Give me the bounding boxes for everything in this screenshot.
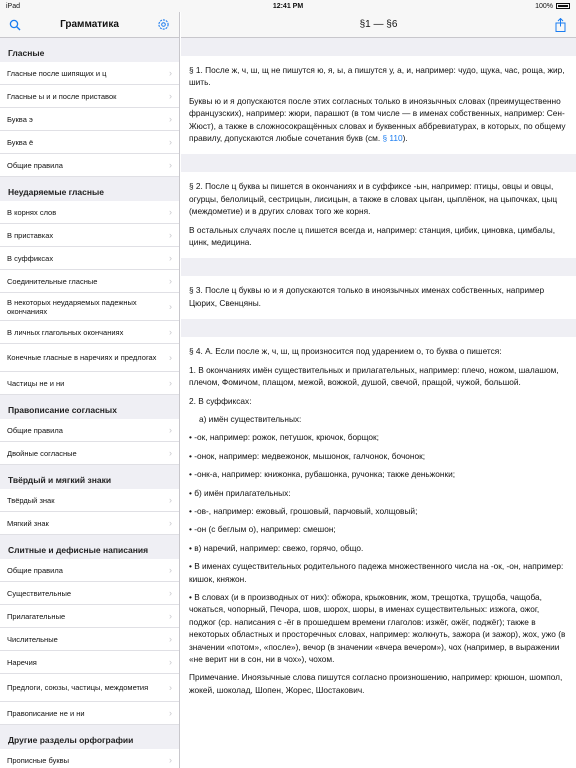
chevron-right-icon: › [169,708,172,718]
sidebar-item[interactable] [0,628,179,651]
content-navbar [181,12,576,38]
sidebar-item[interactable] [0,372,179,395]
chevron-right-icon: › [169,327,172,337]
sidebar-item[interactable] [0,108,179,131]
status-time: 12:41 PM [272,2,304,10]
chevron-right-icon: › [169,588,172,598]
sidebar-section-header: Другие разделы орфографии [0,725,179,749]
chevron-right-icon: › [169,682,172,692]
section-link[interactable]: § 110 [382,133,403,144]
sidebar-item-label: Прописные буквы [7,755,70,765]
section-2 [181,172,576,258]
chevron-right-icon: › [169,207,172,217]
section-1 [181,56,576,154]
paragraph-1b: Буквы ю и я допускаются после этих согласных только в иноязычных словах (преимущественно французских), например: жюри, парашют (в том числе — в именах собственных, например: Сен-Жюст), а также в сложносокращённых словах и буквенных аббревиатурах, в которых, по общему правилу, допускаются любые сочетания букв (см. § 110). [189,95,566,144]
list-item: 2. В суффиксах: [189,395,252,406]
battery-percent: 100% [535,2,553,10]
list-item: • -онок, например: медвежонок, мышонок, галчонок, бочонок; [189,450,426,461]
sidebar-item[interactable] [0,247,179,270]
paragraph-2a: § 2. После ц буква ы пишется в окончаниях и в суффиксе -ын, например: птицы, овцы и овцы, огурцы, белолицый, сестрицын, лисицын, а также в словах цыган, цыплёнок, на цыпочках, цыц (междометие) и в других словах того же корня. [189,181,558,217]
sidebar-item-label: Предлоги, союзы, частицы, междометия [7,683,149,692]
sidebar-item-label: В некоторых неударяемых падежных окончаниях [7,297,137,316]
chevron-right-icon: › [169,634,172,644]
sidebar-item-label: В личных глагольных окончаниях [7,327,124,337]
sidebar-list [0,38,179,768]
list-item: • -ов-, например: ежовый, грошовый, парчовый, холщовый; [189,505,418,516]
chevron-right-icon: › [169,276,172,286]
sidebar-section-header: Неударяемые гласные [0,177,179,201]
list-item: • В именах существительных родительного падежа множественного числа на -ок, -он, например: кишок, княжон. [189,561,564,584]
sidebar-item-label: Наречия [7,657,37,667]
chevron-right-icon: › [169,68,172,78]
share-icon[interactable] [555,18,566,37]
sidebar-item[interactable] [0,419,179,442]
chevron-right-icon: › [169,91,172,101]
sidebar-item-label: Твёрдый знак [7,495,55,505]
sidebar-item[interactable] [0,85,179,108]
chevron-right-icon: › [169,495,172,505]
sidebar-item-label: Общие правила [7,565,63,575]
sidebar-item-label: Существительные [7,588,72,598]
sidebar-item-label: Общие правила [7,160,63,170]
sidebar-item[interactable] [0,674,179,702]
list-item: а) имён существительных: [199,413,302,424]
sidebar-navbar [0,12,179,38]
chevron-right-icon: › [169,160,172,170]
spacer [181,154,576,172]
sidebar-item-label: Конечные гласные в наречиях и предлогах [7,353,157,362]
chevron-right-icon: › [169,253,172,263]
chevron-right-icon: › [169,114,172,124]
sidebar-item[interactable] [0,442,179,465]
sidebar-item-label: В приставках [7,230,54,240]
sidebar [0,12,180,768]
search-icon[interactable] [8,18,22,32]
sidebar-item-label: Правописание не и ни [7,708,85,718]
spacer [181,38,576,56]
battery-icon [556,3,570,9]
sidebar-section-header: Гласные [0,38,179,62]
chevron-right-icon: › [169,230,172,240]
chevron-right-icon: › [169,448,172,458]
sidebar-item-label: В корнях слов [7,207,57,217]
chevron-right-icon: › [169,301,172,311]
sidebar-section-header: Твёрдый и мягкий знаки [0,465,179,489]
list-item: • в) наречий, например: свежо, горячо, общо. [189,542,364,553]
sidebar-item[interactable] [0,321,179,344]
sidebar-item[interactable] [0,201,179,224]
list-item: • -он (с беглым о), например: смешон; [189,524,336,535]
status-bar [0,0,576,12]
sidebar-item-label: Прилагательные [7,611,66,621]
paragraph-3: § 3. После ц буквы ю и я допускаются только в иноязычных именах собственных, например Цюрих, Свенцяны. [189,285,545,308]
sidebar-item-label: Мягкий знак [7,518,49,528]
sidebar-section-header: Правописание согласных [0,395,179,419]
sidebar-item[interactable] [0,270,179,293]
sidebar-item-label: Гласные ы и и после приставок [7,91,117,101]
sidebar-section-header: Слитные и дефисные написания [0,535,179,559]
paragraph-4: § 4. А. Если после ж, ч, ш, щ произносится под ударением о, то буква о пишется: [189,346,502,357]
sidebar-item[interactable] [0,559,179,582]
list-item: • б) имён прилагательных: [189,487,291,498]
list-item: 1. В окончаниях имён существительных и прилагательных, например: плечо, ножом, шалашом, плечом, Фомичом, плащом, межой, вожжой, душой, свечой, пращой, чужой, большой. [189,364,559,388]
chevron-right-icon: › [169,378,172,388]
paragraph-2b: В остальных случаях после ц пишется всегда и, например: станция, цибик, циновка, цимбалы, цинк, медицина. [189,224,556,248]
sidebar-item-label: Частицы не и ни [7,378,65,388]
chevron-right-icon: › [169,518,172,528]
list-item: • -онк-а, например: книжонка, рубашонка, ручонка; также деньжонки; [189,469,456,480]
spacer [181,319,576,337]
sidebar-item[interactable] [0,651,179,674]
section-3 [181,276,576,319]
chevron-right-icon: › [169,657,172,667]
section-4 [181,337,576,706]
sidebar-item-label: Общие правила [7,425,63,435]
sidebar-item[interactable] [0,344,179,372]
sidebar-item-label: Двойные согласные [7,448,77,458]
list-item: • -ок, например: рожок, петушок, крючок, борщок; [189,432,379,443]
sidebar-item[interactable] [0,582,179,605]
chevron-right-icon: › [169,425,172,435]
sidebar-item[interactable] [0,154,179,177]
sidebar-item[interactable] [0,512,179,535]
device-label: iPad [6,2,21,10]
sidebar-item-label: Гласные после шипящих и ц [7,68,107,78]
spacer [181,258,576,276]
sidebar-item[interactable] [0,224,179,247]
note: Примечание. Иноязычные слова пишутся согласно произношению, например: крюшон, шомпол, жокей, шоколад, Шопен, Жорес, Шостакович. [189,672,563,695]
sidebar-item-label: Числительные [7,634,58,644]
sidebar-item[interactable] [0,62,179,85]
sidebar-item-label: В суффиксах [7,253,54,263]
sidebar-item[interactable] [0,131,179,154]
chevron-right-icon: › [169,137,172,147]
chevron-right-icon: › [169,755,172,765]
chevron-right-icon: › [169,611,172,621]
chevron-right-icon: › [169,565,172,575]
sidebar-item-label: Буква э [7,114,33,124]
sidebar-item[interactable] [0,489,179,512]
gear-icon[interactable] [157,18,171,32]
sidebar-item-label: Буква ё [7,137,34,147]
sidebar-item-label: Соединительные гласные [7,276,98,286]
sidebar-item[interactable] [0,749,179,768]
paragraph-1a: § 1. После ж, ч, ш, щ не пишутся ю, я, ы, а пишутся у, а, и, например: чудо, щука, час, роща, жир, шить. [189,65,565,88]
sidebar-item[interactable] [0,702,179,725]
content-title: §1 — §6 [359,19,398,30]
content-pane [181,12,576,768]
sidebar-item[interactable] [0,605,179,628]
sidebar-item[interactable] [0,293,179,321]
list-item: • В словах (и в производных от них): обжора, крыжовник, жом, трещотка, трущоба, чащоба, чокаться, чопорный, Печора, шов, шорох, шоры, в именах существительных: изжога, ожог, поджог (ср. написания с -ёг в прошедшем времени глаголов: изжёг, ожёг, поджёг); также в некоторых областных и просторечных словах, например: жолкнуть, зажора (и зажор), жох, ужо (в значении «потом», «после»), вечор (в значении «вчера вечером»), чох (например, в выражении «не верит ни в сон, ни в чох»), чохом. [189,591,566,664]
sidebar-title: Грамматика [60,19,119,30]
chevron-right-icon: › [169,352,172,362]
